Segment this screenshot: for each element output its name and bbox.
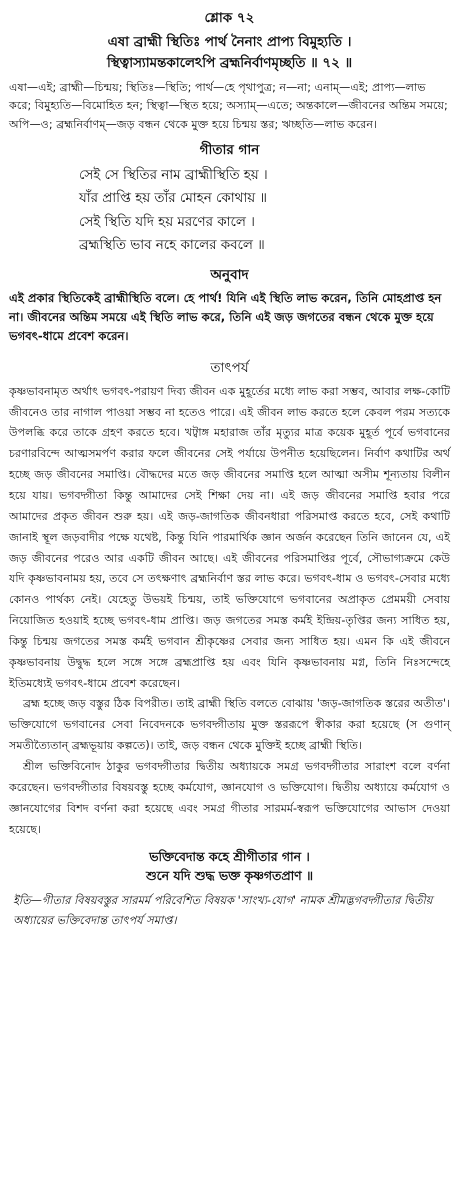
translation-text: এই প্রকার স্থিতিকেই ব্রাহ্মীস্থিতি বলে। হে পার্থ! যিনি এই স্থিতি লাভ করেন, তিনি মোহপ্রাপ্ত হন না। জীবনের অন্তিম সময়ে এই স্থিতি লাভ করে, তিনি এই জড় জগতের বন্ধন থেকে মুক্ত হয়ে ভগবৎ-ধামে প্রবেশ করেন। <box>9 290 442 344</box>
sanskrit-verse <box>9 32 450 74</box>
purport-paragraph: শ্রীল ভক্তিবিনোদ ঠাকুর ভগবদ্গীতার দ্বিতীয় অধ্যায়কে সমগ্র ভগবদ্গীতার সারাংশ বলে বর্ণনা করেছেন। ভগবদ্গীতার বিষয়বস্তু হচ্ছে কর্মযোগ, জ্ঞানযোগ ও ভক্তিযোগ। দ্বিতীয় অধ্যায়ে কর্মযোগ ও জ্ঞানযোগের বিশদ বর্ণনা করা হয়েছে এবং সমগ্র গীতার সারমর্ম-স্বরূপ ভক্তিযোগের আভাস দেওয়া হয়েছে। <box>9 759 450 836</box>
gitar-gan-song <box>9 164 450 258</box>
closing-line: শুনে যদি শুদ্ধ ভক্ত কৃষ্ণগতপ্রাণ ॥ <box>145 867 314 883</box>
purport-body <box>9 382 450 841</box>
closing-couplet <box>9 848 450 885</box>
song-line: সেই সে স্থিতির নাম ব্রাহ্মীস্থিতি হয় । <box>79 167 268 183</box>
verse-line: স্থিত্বাস্যামন্তকালেঽপি ব্রহ্মনির্বাণমৃচ্ছতি ॥ ৭২ ॥ <box>106 56 353 71</box>
chapter-colophon: ইতি—গীতার বিষয়বস্তুর সারমর্ম পরিবেশিত বিষয়ক 'সাংখ্য-যোগ' নামক শ্রীমদ্ভগবদ্গীতার দ্বিতীয় অধ্যায়ের ভক্তিবেদান্ত তাৎপর্য সমাপ্ত। <box>13 894 433 927</box>
verse-line: এষা ব্রাহ্মী স্থিতিঃ পার্থ নৈনাং প্রাপ্য বিমুহ্যতি । <box>107 35 352 50</box>
closing-line: ভক্তিবেদান্ত কহে শ্রীগীতার গান । <box>149 849 310 865</box>
purport-paragraph: ব্রহ্ম হচ্ছে জড় বস্তুর ঠিক বিপরীত। তাই ব্রাহ্মী স্থিতি বলতে বোঝায় 'জড়-জাগতিক স্তরের অতীত'। ভক্তিযোগে ভগবানের সেবা নিবেদনকে ভগবদ্গীতায় মুক্ত স্তররূপে স্বীকার করা হয়েছে (স গুণান্ সমতীত্যৈতান্ ব্রহ্মভূয়ায় কল্পতে)। তাই, জড় বন্ধন থেকে মুক্তিই হচ্ছে ব্রাহ্মী স্থিতি। <box>9 697 450 753</box>
song-title: গীতার গান <box>199 141 260 158</box>
song-line: ব্রহ্মস্থিতি ভাব নহে কালের কবলে ॥ <box>79 238 265 254</box>
verse-number: শ্লোক ৭২ <box>204 10 255 26</box>
translation-title: অনুবাদ <box>210 266 249 283</box>
word-for-word-synonyms: এষা—এই; ব্রাহ্মী—চিন্ময়; স্থিতিঃ—স্থিতি; পার্থ—হে পৃথাপুত্র; ন—না; এনাম্—এই; প্রাপ্য—লাভ করে; বিমুহ্যতি—বিমোহিত হন; স্থিত্বা—স্থিত হয়ে; অস্যাম্—এতে; অন্তকালে—জীবনের অন্তিম সময়ে; অপি—ও; ব্রহ্মনির্বাণম্—জড় বন্ধন থেকে মুক্ত হয়ে চিন্ময় স্তর; ঋচ্ছতি—লাভ করেন। <box>9 81 448 131</box>
purport-title: তাৎপর্য <box>210 359 249 376</box>
song-line: সেই স্থিতি যদি হয় মরণের কালে । <box>79 214 255 230</box>
song-line: যাঁর প্রাপ্তি হয় তাঁর মোহন কোথায় ॥ <box>79 191 267 207</box>
purport-paragraph: কৃষ্ণভাবনামৃত অর্থাৎ ভগবৎ-পরায়ণ দিব্য জীবন এক মুহূর্তের মধ্যে লাভ করা সম্ভব, আবার লক্ষ-কোটি জীবনেও তার নাগাল পাওয়া সম্ভব না হতেও পারে। এই জীবন লাভ করতে হলে কেবল পরম সত্যকে উপলব্ধি করে তাকে গ্রহণ করতে হবে। খট্বাঙ্গ মহারাজ তাঁর মৃত্যুর মাত্র কয়েক মুহূর্ত পূর্বে ভগবানের চরণারবিন্দে আত্মসমর্পণ করার ফলে জীবনের সেই পর্যায়ে উপনীত হয়েছিলেন। নির্বাণ কথাটির অর্থ হচ্ছে জড় জীবনের সমাপ্তি। বৌদ্ধদের মতে জড় জীবনের সমাপ্তি হলে আত্মা অসীম শূন্যতায় বিলীন হয়ে যায়। ভগবদ্গীতা কিন্তু আমাদের সেই শিক্ষা দেয় না। এই জড় জীবনের সমাপ্তি হবার পরে আমাদের প্রকৃত জীবন শুরু হয়। এই জড়-জাগতিক জীবনধারা পরিসমাপ্ত করতে হবে, সেই কথাটি জানাই স্থূল জড়বাদীর পক্ষে যথেষ্ট, কিন্তু যিনি পারমার্থিক জ্ঞান অর্জন করেছেন তিনি জানেন যে, এই জড় জীবনের পরেও আর একটি জীবন আছে। এই জীবনের পরিসমাপ্তির পূর্বে, সৌভাগ্যক্রমে কেউ যদি কৃষ্ণভাবনাময় হয়, তবে সে তৎক্ষণাৎ ব্রহ্মনির্বাণ স্তর লাভ করে। ভগবৎ-ধাম ও ভগবৎ-সেবার মধ্যে কোনও পার্থক্য নেই। যেহেতু উভয়ই চিন্ময়, তাই ভক্তিযোগে ভগবানের অপ্রাকৃত প্রেমময়ী সেবায় নিয়োজিত হওয়াই হচ্ছে ভগবৎ-ধাম প্রাপ্তি। জড় জগতের সমস্ত কর্মই ইন্দ্রিয়-তৃপ্তির জন্য সাধিত হয়, কিন্তু চিন্ময় জগতের সমস্ত কর্মই ভগবান শ্রীকৃষ্ণের সেবার জন্য সাধিত হয়। এমন কি এই জীবনে কৃষ্ণভাবনায় উদ্বুদ্ধ হলে সঙ্গে সঙ্গে ব্রহ্মপ্রাপ্তি হয় এবং যিনি কৃষ্ণভাবনায় মগ্ন, তিনি নিঃসন্দেহে ইতিমধ্যেই ভগবৎ-ধামে প্রবেশ করেছেন। <box>9 384 450 690</box>
